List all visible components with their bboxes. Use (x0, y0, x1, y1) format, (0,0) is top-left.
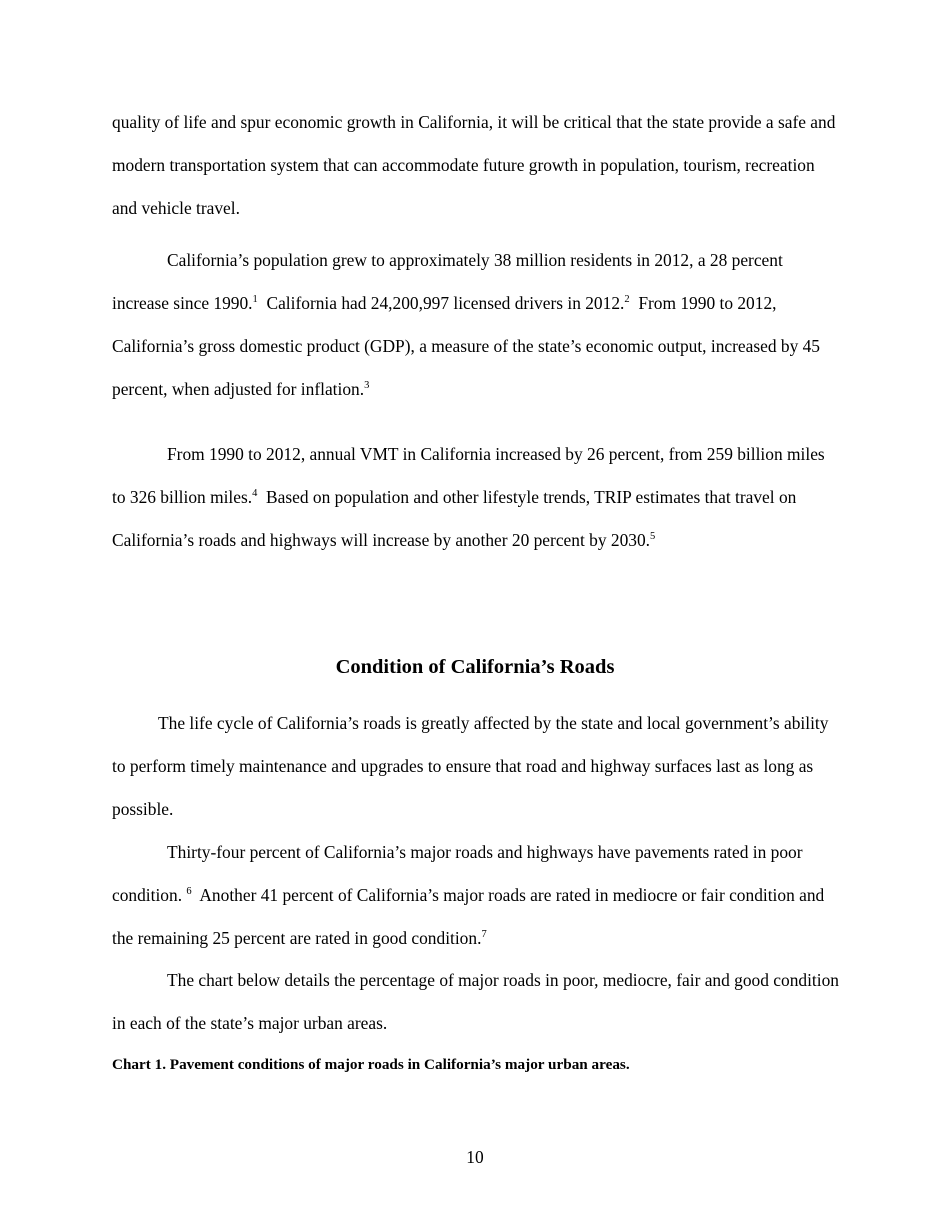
paragraph-text: The life cycle of California’s roads is greatly affected by the state and local government’s ability to perform timely maintenance and upgrades to ensure that road and highway surfaces last as long as possible. (112, 713, 829, 819)
paragraph-text: Thirty-four percent of California’s major roads and highways have pavements rated in poor condition. (112, 842, 807, 905)
paragraph-text: Another 41 percent of California’s major roads are rated in mediocre or fair condition and the remaining 25 percent are rated in good condition. (112, 885, 829, 948)
footnote-ref-7[interactable]: 7 (481, 929, 487, 940)
paragraph-life-cycle (112, 702, 840, 831)
footnote-ref-3[interactable]: 3 (364, 380, 370, 391)
paragraph-text: Based on population and other lifestyle trends, TRIP estimates that travel on California’s roads and highways will increase by another 20 percent by 2030. (112, 487, 801, 550)
footnote-ref-4[interactable]: 4 (252, 488, 258, 499)
paragraph-text: quality of life and spur economic growth in California, it will be critical that the state provide a safe and modern transportation system that can accommodate future growth in population, tourism, recreation and vehicle travel. (112, 112, 836, 218)
paragraph-text: The chart below details the percentage of major roads in poor, mediocre, fair and good condition in each of the state’s major urban areas. (112, 970, 839, 1033)
footnote-ref-1[interactable]: 1 (252, 294, 258, 305)
page-number: 10 (466, 1147, 484, 1167)
paragraph-pavement-ratings (112, 831, 840, 960)
footnote-ref-6[interactable]: 6 (186, 886, 192, 897)
footnote-ref-2[interactable]: 2 (624, 294, 630, 305)
paragraph-population (112, 239, 840, 411)
section-heading: Condition of California’s Roads (335, 656, 615, 678)
paragraph-text: From 1990 to 2012, annual VMT in California increased by 26 percent, from 259 billion miles to 326 billion miles. (112, 444, 825, 507)
paragraph-vmt (112, 433, 840, 562)
paragraph-text: California had 24,200,997 licensed drivers in 2012. (257, 293, 625, 313)
chart-caption: Chart 1. Pavement conditions of major roads in California’s major urban areas. (112, 1056, 630, 1073)
paragraph-text: From 1990 to 2012, California’s gross domestic product (GDP), a measure of the state’s economic output, increased by 45 percent, when adjusted for inflation. (112, 293, 825, 399)
paragraph-text: California’s population grew to approximately 38 million residents in 2012, a 28 percent increase since 1990. (112, 250, 783, 313)
paragraph-growth-intro (112, 101, 840, 230)
paragraph-chart-intro (112, 959, 840, 1045)
footnote-ref-5[interactable]: 5 (650, 531, 656, 542)
